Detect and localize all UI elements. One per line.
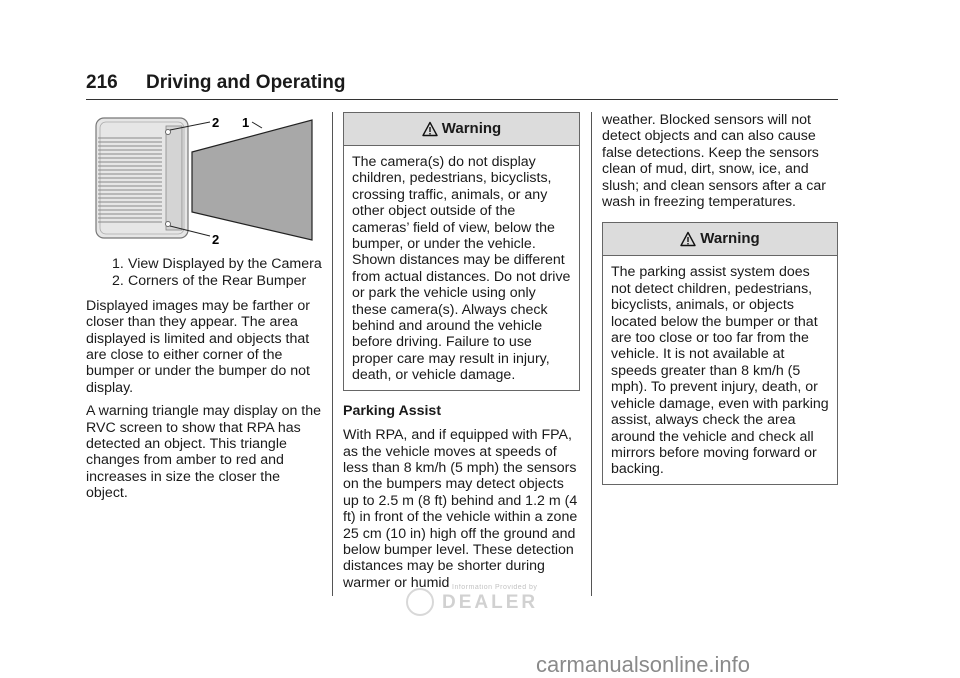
section-heading: Parking Assist bbox=[343, 402, 442, 419]
callout-2-top: 2 bbox=[212, 115, 220, 130]
warning-header bbox=[603, 223, 837, 256]
warning-box bbox=[343, 112, 580, 391]
camera-view-area bbox=[192, 120, 312, 240]
corner-sensor-top bbox=[166, 130, 171, 135]
warning-body: The camera(s) do not display children, pedestrians, bicyclists, crossing traffic, animals, or any other object outside of the cameras’ field of view, below the bumper, or under the vehicle. Shown distances may be different from actual distances. Do not drive or park the vehicle using only these camera(s). Always check behind and around the vehicle before driving. Failure to use proper care may result in injury, death, or vehicle damage. bbox=[352, 154, 571, 384]
warning-body: The parking assist system does not detect children, pedestrians, bicyclists, animals, or objects located below the bumper or that are too close or too far from the vehicle. It is not available at speeds greater than 8 km/h (5 mph). To prevent injury, death, or vehicle damage, even with parking assist, always check the area around the vehicle and check all mirrors before moving forward or backing. bbox=[611, 264, 829, 478]
body-paragraph: With RPA, and if equipped with FPA, as the vehicle moves at speeds of less than 8 km/h (5 mph) the sensors on the bumpers may detect objects up to 2.5 m (8 ft) behind and 1.2 m (4 ft) in front of the vehicle within a zone 25 cm (10 in) high off the ground and below bumper level. These detection distances may be shorter during warmer or humid bbox=[343, 427, 578, 591]
header-rule bbox=[86, 99, 838, 100]
rear-camera-diagram bbox=[86, 112, 322, 250]
caption-item: 2. Corners of the Rear Bumper bbox=[112, 273, 307, 290]
column-divider bbox=[332, 112, 333, 596]
warning-header bbox=[344, 113, 579, 146]
rear-camera-figure bbox=[86, 112, 322, 250]
callout-2-bottom: 2 bbox=[212, 232, 220, 247]
footer-url: carmanualsonline.info bbox=[536, 652, 751, 677]
body-paragraph: A warning triangle may display on the RVC screen to show that RPA has detected an object. This triangle changes from amber to red and increases in size the closer the object. bbox=[86, 403, 322, 502]
column-1 bbox=[86, 112, 322, 507]
page-title: Driving and Operating bbox=[146, 72, 346, 93]
warning-title: Warning bbox=[441, 119, 502, 137]
warning-title: Warning bbox=[700, 230, 760, 248]
page-number: 216 bbox=[86, 72, 118, 93]
column-2 bbox=[343, 112, 580, 596]
column-3 bbox=[602, 112, 838, 485]
watermark-logo-icon bbox=[406, 588, 434, 616]
warning-triangle-icon bbox=[422, 121, 438, 137]
figure-captions bbox=[86, 256, 322, 290]
dealer-watermark: Information Provided by DEALER bbox=[404, 584, 554, 620]
warning-triangle-icon bbox=[680, 231, 696, 247]
warning-box bbox=[602, 222, 838, 484]
page-header bbox=[86, 70, 838, 100]
body-paragraph: weather. Blocked sensors will not detect objects and can also cause false detections. Keep the sensors clean of mud, dirt, snow, ice, and slush; and clean sensors after a car wash in freezing temperatures. bbox=[602, 112, 826, 211]
corner-sensor-bottom bbox=[166, 222, 171, 227]
caption-item: 1. View Displayed by the Camera bbox=[112, 256, 322, 272]
callout-1: 1 bbox=[242, 115, 250, 130]
body-paragraph: Displayed images may be farther or closer than they appear. The area displayed is limited and objects that are close to either corner of the bumper or under the bumper do not display. bbox=[86, 297, 310, 396]
column-divider bbox=[591, 112, 592, 596]
